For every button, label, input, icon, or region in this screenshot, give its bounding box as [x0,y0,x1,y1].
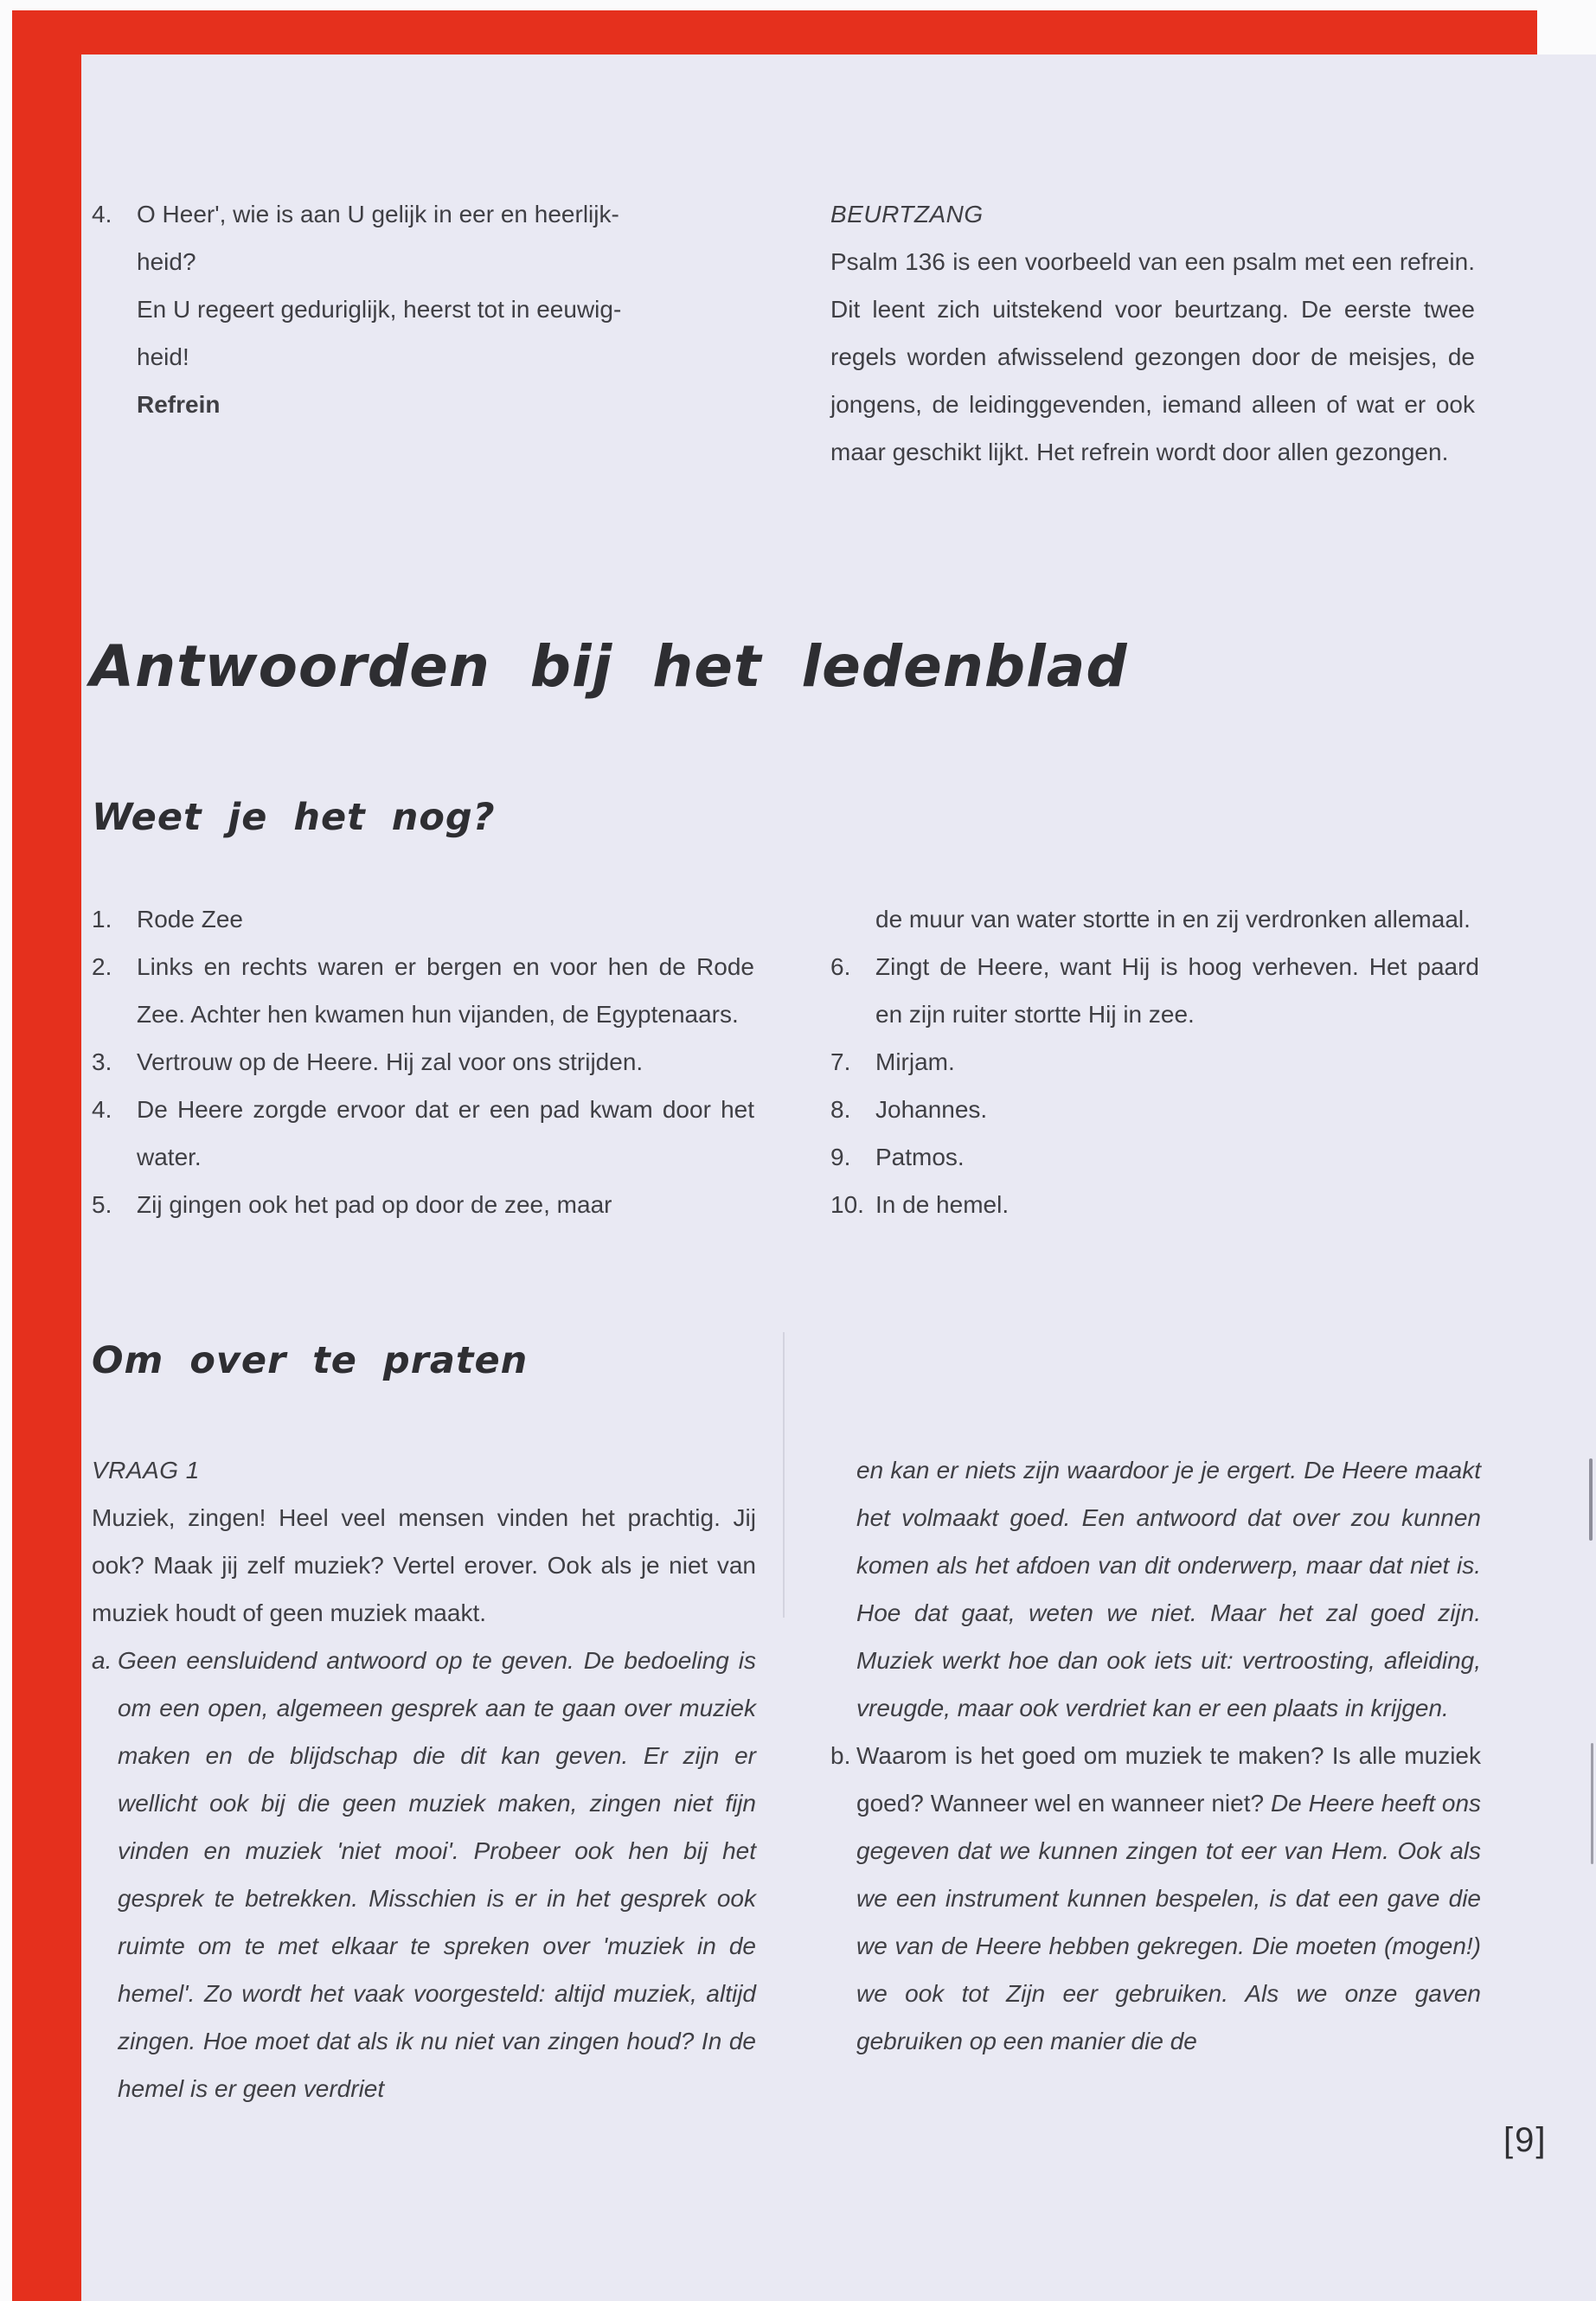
beurtzang-body: Psalm 136 is een voorbeeld van een psalm met een refrein. Dit leent zich uitstekend voor beurtzang. De eerste twee regels worden afwisselend gezongen door de meisjes, de jongens, de leidinggevenden, iemand alleen of wat er ook maar geschikt lijkt. Het refrein wordt door allen gezongen. [830,248,1475,465]
verse-line: En U regeert geduriglijk, heerst tot in eeuwig- [137,296,622,323]
list-item [92,1038,754,1086]
item-text: Johannes. [875,1096,988,1123]
verse-line: heid? [137,248,196,275]
scan-artifact [783,1332,785,1618]
quiz-answers-left [92,895,754,1228]
verse-line: O Heer', wie is aan U gelijk in eer en heerlijk- [137,201,619,228]
main-heading: Antwoorden bij het ledenblad [90,633,1128,700]
item-letter: a. [92,1647,112,1674]
item-text: In de hemel. [875,1191,1010,1218]
item-number: 8. [830,1096,851,1123]
item-number: 10. [830,1191,864,1218]
answer-item-a [92,1637,756,2112]
list-item [830,1038,1479,1086]
answer-a-continuation: en kan er niets zijn waardoor je je ergert. De Heere maakt het volmaakt goed. Een antwoord dat over zou kunnen komen als het afdoen van dit onderwerp, maar dat niet is. Hoe dat gaat, weten we niet. Maar het zal goed zijn. Muziek werkt hoe dan ook iets uit: vertroosting, afleiding, vreugde, maar ook verdriet kan er een plaats in krijgen. [856,1457,1481,1721]
item-text: Links en rechts waren er bergen en voor hen de Rode Zee. Achter hen kwamen hun vijanden, de Egyptenaars. [137,953,754,1028]
scan-artifact [1591,1743,1593,1864]
item-number: 9. [830,1144,851,1170]
list-item [92,895,754,943]
item-number: 2. [92,953,112,980]
item-text: Vertrouw op de Heere. Hij zal voor ons strijden. [137,1048,644,1075]
list-item [92,943,754,1038]
list-item [830,1133,1479,1181]
item-text: Rode Zee [137,906,243,933]
list-item [830,1086,1479,1133]
item-number: 3. [92,1048,112,1075]
discussion-right-column [830,1446,1481,2065]
answer-item-b [830,1732,1481,2065]
item-text: De Heere zorgde ervoor dat er een pad kwam door het water. [137,1096,754,1170]
answer-continuation: de muur van water stortte in en zij verdronken allemaal. [875,906,1471,933]
item-text: Zingt de Heere, want Hij is hoog verheven. Het paard en zijn ruiter stortte Hij in zee. [875,953,1479,1028]
quiz-heading: Weet je het nog? [92,796,496,839]
item-number: 7. [830,1048,851,1075]
question-intro: Muziek, zingen! Heel veel mensen vinden het prachtig. Jij ook? Maak jij zelf muziek? Vertel erover. Ook als je niet van muziek houdt of geen muziek maakt. [92,1504,756,1626]
top-red-border [12,10,1537,54]
item-text: Geen eensluidend antwoord op te geven. De bedoeling is om een open, algemeen gesprek aan te gaan over muziek maken en de blijdschap die dit kan geven. Er zijn er wellicht ook bij die geen muziek maken, zingen niet fijn vinden en muziek 'niet mooi'. Probeer ook hen bij het gesprek te betrekken. Misschien is er in het gesprek ook ruimte om te met elkaar te spreken over 'muziek in de hemel'. Zo wordt het vaak voorgesteld: altijd muziek, altijd zingen. Hoe moet dat als ik nu niet van zingen houd? In de hemel is er geen verdriet [118,1647,756,2102]
list-item [92,1086,754,1181]
refrein-label: Refrein [137,391,221,418]
item-number: 5. [92,1191,112,1218]
item-letter: b. [830,1742,851,1769]
item-text: Patmos. [875,1144,965,1170]
verse-line: heid! [137,343,189,370]
page-number: [9] [1503,2121,1548,2159]
quiz-answers-right [830,895,1479,1228]
beurtzang-block [830,190,1475,476]
item-text [856,1732,1481,2065]
scan-artifact [1589,1458,1593,1541]
list-item [830,1181,1479,1228]
item-number: 4. [92,1096,112,1123]
item-number: 6. [830,953,851,980]
list-item [92,1181,754,1228]
song-verse-block [92,190,715,428]
beurtzang-heading: BEURTZANG [830,201,984,228]
discussion-left-column [92,1446,756,2112]
question-label: VRAAG 1 [92,1457,200,1484]
item-b-answer: De Heere heeft ons gegeven dat we kunnen zingen tot eer van Hem. Ook als we een instrument kunnen bespelen, is dat een gave die we van de Heere hebben gekregen. Die moeten (mogen!) we ook tot Zijn eer gebruiken. Als we onze gaven gebruiken op een manier die de [856,1790,1482,2054]
left-red-border [12,10,81,2301]
discussion-heading: Om over te praten [92,1339,529,1382]
item-number: 1. [92,906,112,933]
verse-number: 4. [92,201,112,228]
item-text: Mirjam. [875,1048,955,1075]
item-b-question: Waarom is het goed om muziek te maken? Is alle muziek goed? Wanneer wel en wanneer niet? [856,1742,1481,1817]
item-text: Zij gingen ook het pad op door de zee, maar [137,1191,612,1218]
list-item [830,943,1479,1038]
